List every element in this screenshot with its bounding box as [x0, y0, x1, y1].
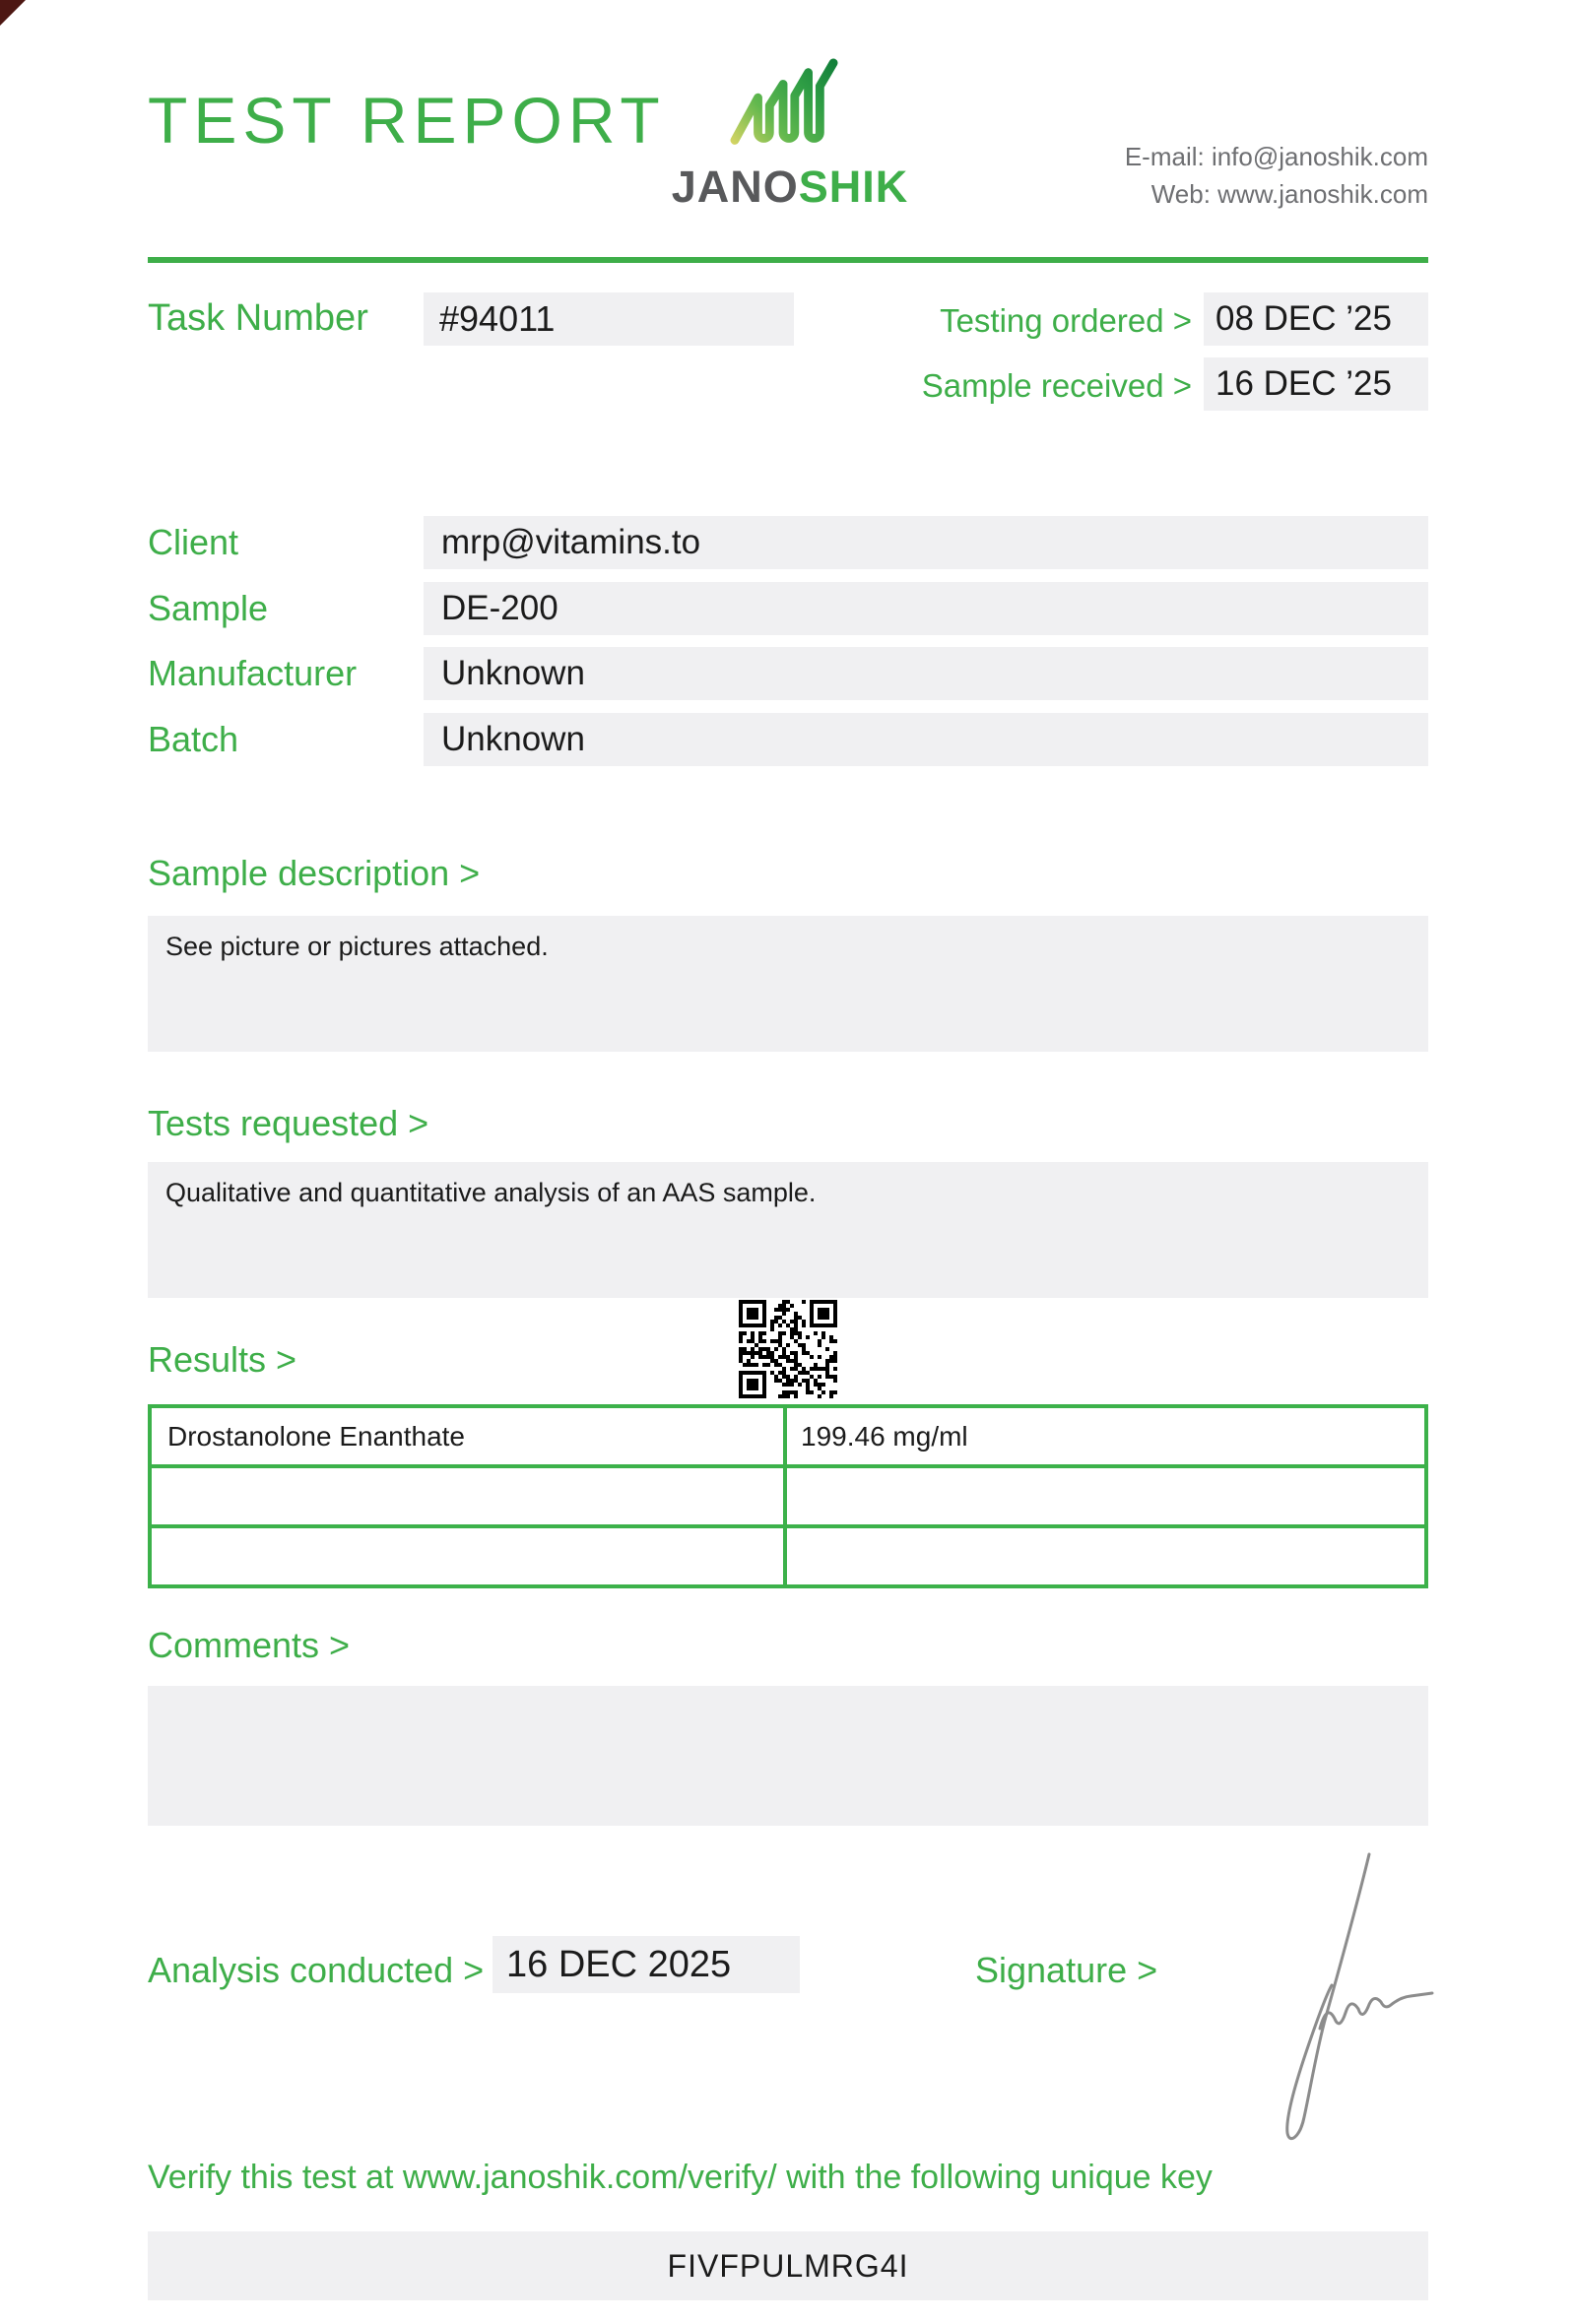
- brand-name-secondary: SHIK: [798, 161, 909, 212]
- table-row: [152, 1408, 1424, 1468]
- contact-email: E-mail: info@janoshik.com: [1124, 142, 1428, 171]
- comments-heading: Comments >: [148, 1625, 351, 1665]
- qr-code: [739, 1300, 837, 1398]
- contact-block: [985, 138, 1428, 213]
- manufacturer-value: Unknown: [424, 647, 1428, 700]
- analysis-date: 16 DEC 2025: [492, 1936, 800, 1993]
- client-value: mrp@vitamins.to: [424, 516, 1428, 569]
- unique-key: FIVFPULMRG4I: [148, 2231, 1428, 2300]
- result-substance: [152, 1528, 787, 1584]
- manufacturer-label: Manufacturer: [148, 653, 358, 693]
- brand-name: [642, 161, 938, 213]
- contact-web: Web: www.janoshik.com: [1150, 179, 1428, 209]
- client-label: Client: [148, 522, 239, 562]
- sample-value: DE-200: [424, 582, 1428, 635]
- sample-received-date: 16 DEC ’25: [1204, 357, 1428, 411]
- sample-received-label: Sample received >: [921, 367, 1192, 404]
- task-number-value: #94011: [424, 292, 794, 346]
- batch-label: Batch: [148, 719, 239, 759]
- results-table: [148, 1404, 1428, 1588]
- result-concentration: [787, 1528, 1424, 1584]
- table-row: [152, 1468, 1424, 1528]
- verify-instruction: Verify this test at www.janoshik.com/verify/ with the following unique key: [148, 2159, 1213, 2196]
- signature-image: [1271, 1849, 1438, 2150]
- result-substance: [152, 1468, 787, 1524]
- brand-name-primary: JANO: [671, 161, 799, 212]
- tests-requested-box: Qualitative and quantitative analysis of an AAS sample.: [148, 1162, 1428, 1298]
- corner-fold-mark: [0, 0, 26, 26]
- sample-label: Sample: [148, 588, 269, 628]
- sample-description-box: See picture or pictures attached.: [148, 916, 1428, 1052]
- tests-requested-heading: Tests requested >: [148, 1103, 429, 1143]
- testing-ordered-label: Testing ordered >: [940, 302, 1192, 339]
- header-divider: [148, 257, 1428, 263]
- task-number-label: Task Number: [148, 297, 368, 339]
- page-title: TEST REPORT: [148, 84, 666, 157]
- testing-ordered-date: 08 DEC ’25: [1204, 292, 1428, 346]
- table-row: [152, 1528, 1424, 1584]
- analysis-conducted-label: Analysis conducted >: [148, 1950, 485, 1990]
- sample-description-heading: Sample description >: [148, 853, 481, 893]
- batch-value: Unknown: [424, 713, 1428, 766]
- result-concentration: [787, 1468, 1424, 1524]
- comments-box: [148, 1686, 1428, 1826]
- results-heading: Results >: [148, 1339, 297, 1380]
- result-concentration: 199.46 mg/ml: [801, 1420, 968, 1452]
- logo-chart-icon: [727, 57, 843, 163]
- result-substance: Drostanolone Enanthate: [152, 1408, 787, 1464]
- signature-label: Signature >: [975, 1950, 1158, 1990]
